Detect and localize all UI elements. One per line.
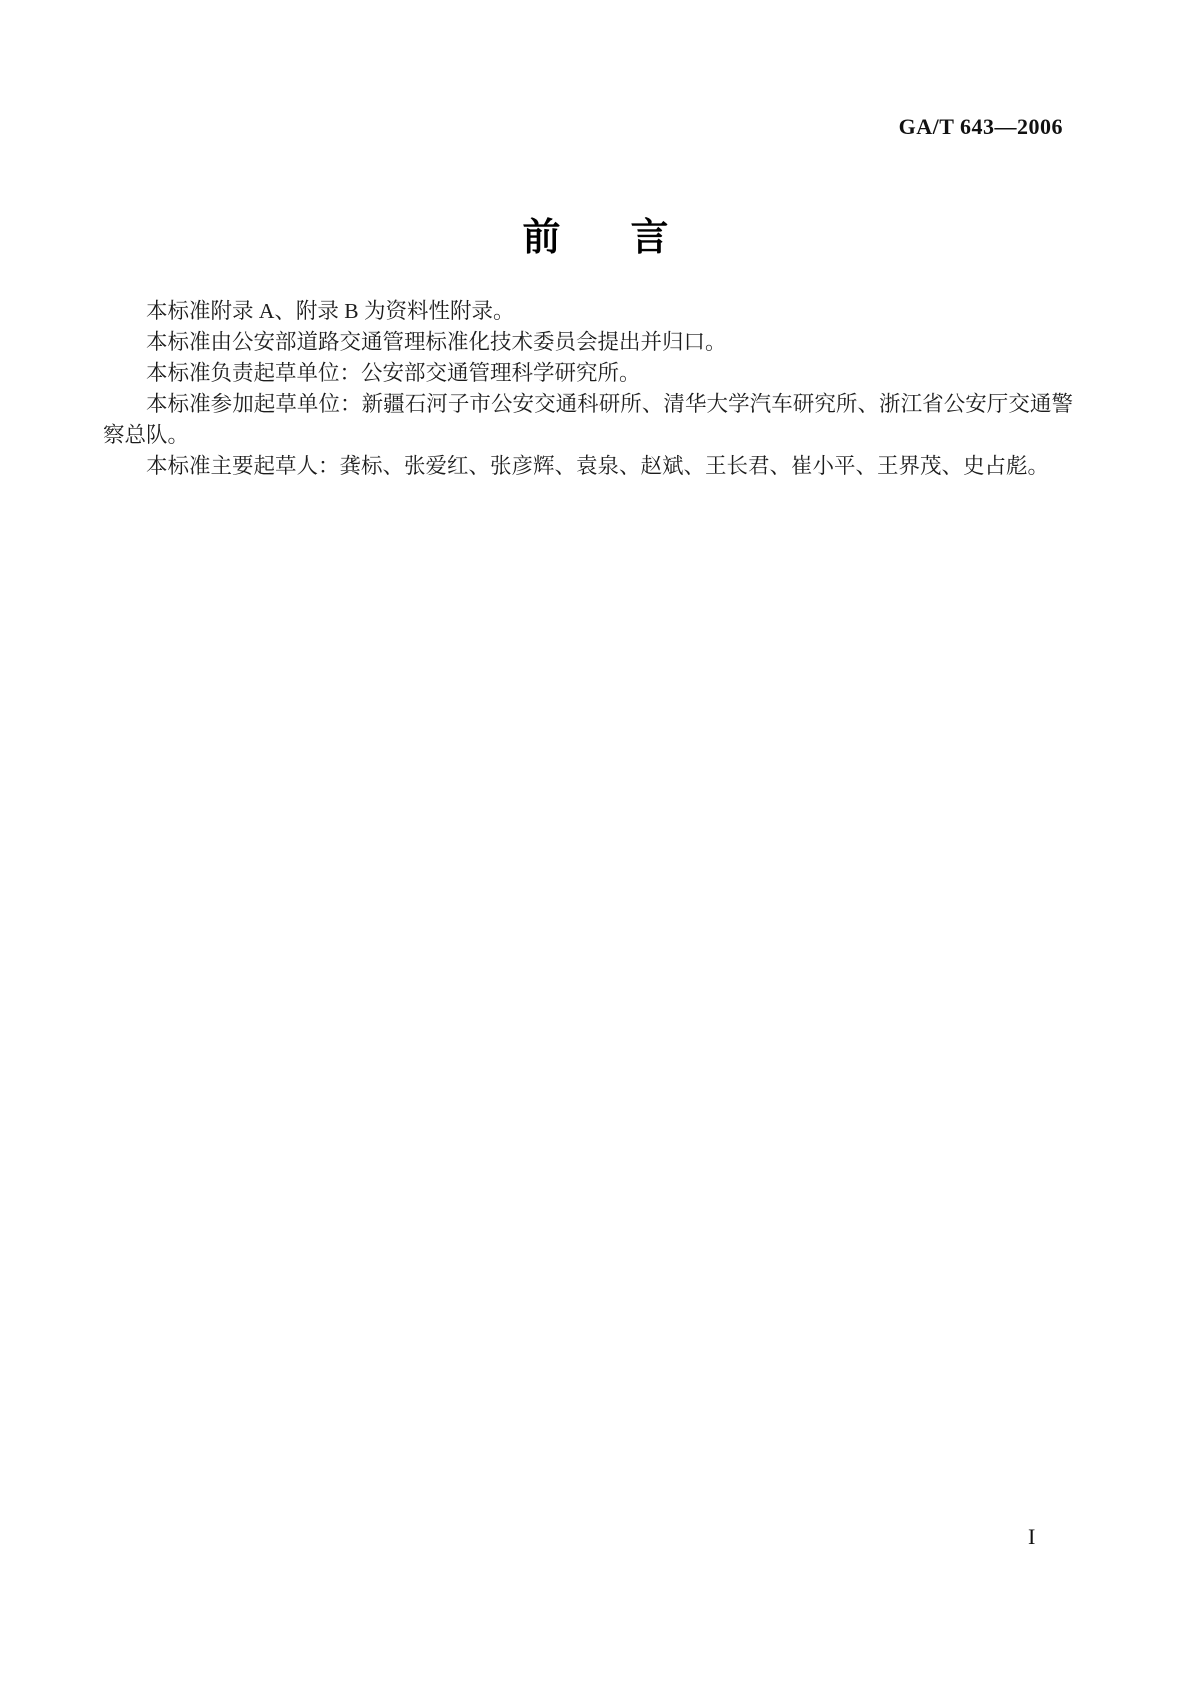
- standard-code: GA/T 643—2006: [898, 114, 1063, 139]
- page-number: I: [1028, 1524, 1036, 1549]
- foreword-paragraph-participating-units: 本标准参加起草单位：新疆石河子市公安交通科研所、清华大学汽车研究所、浙江省公安厅交通警察总队。: [103, 392, 1073, 447]
- page-title-char-2: 言: [630, 217, 669, 259]
- foreword-paragraph-proposer: 本标准由公安部道路交通管理标准化技术委员会提出并归口。: [146, 330, 727, 354]
- page-title: [0, 218, 1191, 260]
- foreword-paragraph-drafters: 本标准主要起草人：龚标、张爱红、张彦辉、袁泉、赵斌、王长君、崔小平、王界茂、史占彪。: [146, 454, 1050, 478]
- foreword-paragraph-appendices: 本标准附录 A、附录 B 为资料性附录。: [146, 299, 515, 323]
- page-title-char-1: 前: [522, 217, 561, 259]
- foreword-body: [103, 296, 1073, 482]
- foreword-paragraph-lead-drafting-unit: 本标准负责起草单位：公安部交通管理科学研究所。: [146, 361, 641, 385]
